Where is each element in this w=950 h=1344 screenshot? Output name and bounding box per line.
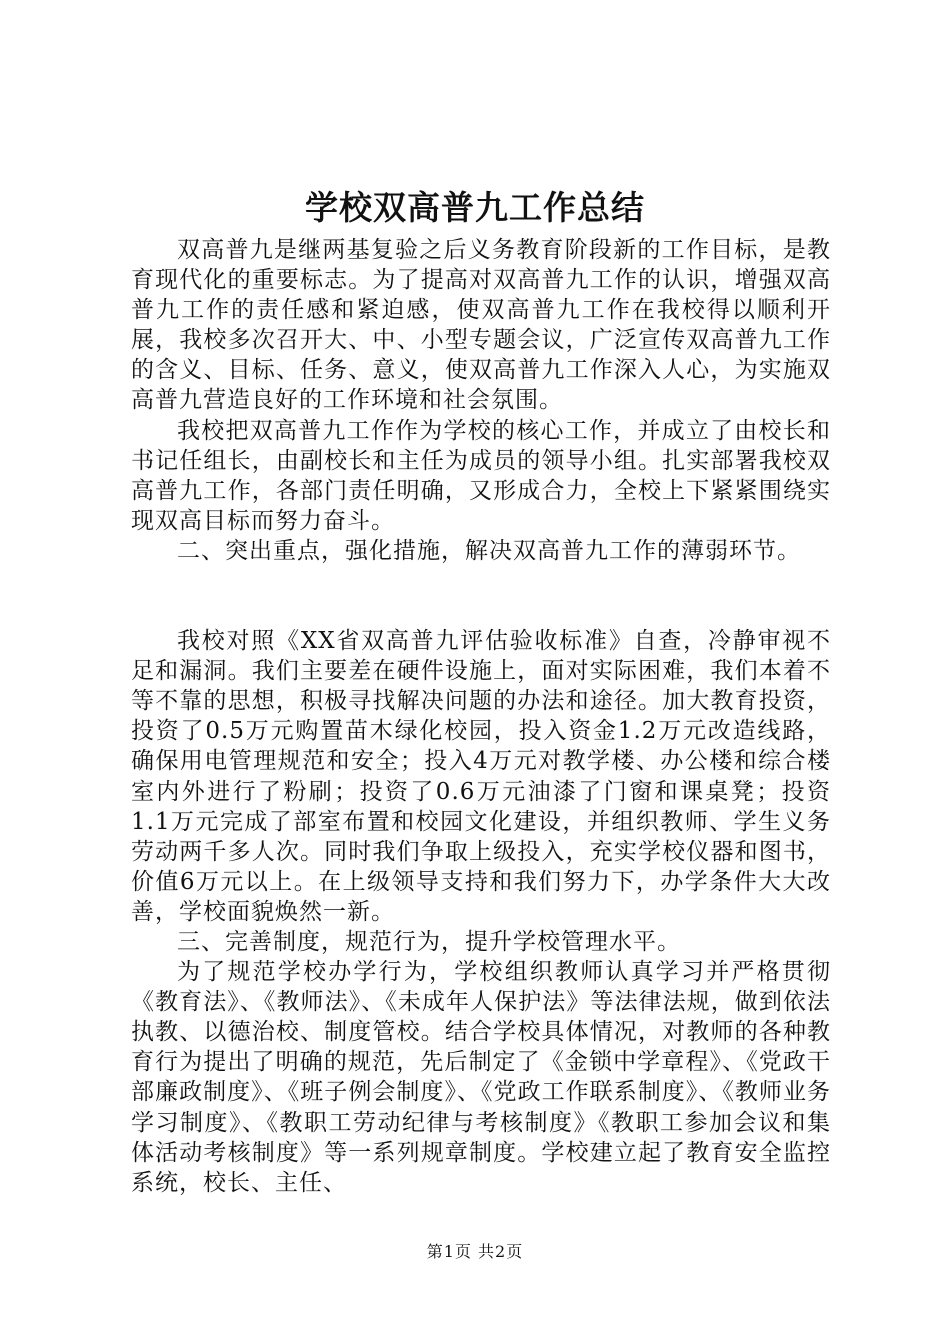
- section-heading-two: 二、突出重点，强化措施，解决双高普九工作的薄弱环节。: [177, 537, 801, 564]
- paragraph-intro: 双高普九是继两基复验之后义务教育阶段新的工作目标，是教育现代化的重要标志。为了提高对双高普九工作的认识，增强双高普九工作的责任感和紧迫感，使双高普九工作在我校得以顺利开展，我校多次召开大、中、小型专题会议，广泛宣传双高普九工作的含义、目标、任务、意义，使双高普九工作深入人心，为实施双高普九营造良好的工作环境和社会氛围。: [131, 237, 831, 414]
- document-title: 学校双高普九工作总结: [305, 188, 645, 227]
- section-heading-three: 三、完善制度，规范行为，提升学校管理水平。: [177, 928, 681, 955]
- page-number-footer: 第1页 共2页: [426, 1242, 524, 1261]
- paragraph-leadership: 我校把双高普九工作作为学校的核心工作，并成立了由校长和书记任组长，由副校长和主任为成员的领导小组。扎实部署我校双高普九工作，各部门责任明确，又形成合力，全校上下紧紧围绕实现双高目标而努力奋斗。: [131, 417, 831, 534]
- paragraph-regulations: 为了规范学校办学行为，学校组织教师认真学习并严格贯彻《教育法》、《教师法》、《未成年人保护法》等法律法规，做到依法执教、以德治校、制度管校。结合学校具体情况，对教师的各种教育行为提出了明确的规范，先后制定了《金锁中学章程》、《党政干部廉政制度》、《班子例会制度》、《党政工作联系制度》、《教师业务学习制度》、《教职工劳动纪律与考核制度》《教职工参加会议和集体活动考核制度》等一系列规章制度。学校建立起了教育安全监控系统，校长、主任、: [131, 959, 831, 1196]
- paragraph-investment: 我校对照《XX省双高普九评估验收标准》自查，冷静审视不足和漏洞。我们主要差在硬件设施上，面对实际困难，我们本着不等不靠的思想，积极寻找解决问题的办法和途径。加大教育投资，投资了0.5万元购置苗木绿化校园，投入资金1.2万元改造线路，确保用电管理规范和安全；投入4万元对教学楼、办公楼和综合楼室内外进行了粉刷；投资了0.6万元油漆了门窗和课桌凳；投资1.1万元完成了部室布置和校园文化建设，并组织教师、学生义务劳动两千多人次。同时我们争取上级投入，充实学校仪器和图书，价值6万元以上。在上级领导支持和我们努力下，办学条件大大改善，学校面貌焕然一新。: [131, 628, 831, 925]
- paragraph-gap: [131, 566, 831, 626]
- document-body: [131, 235, 831, 1198]
